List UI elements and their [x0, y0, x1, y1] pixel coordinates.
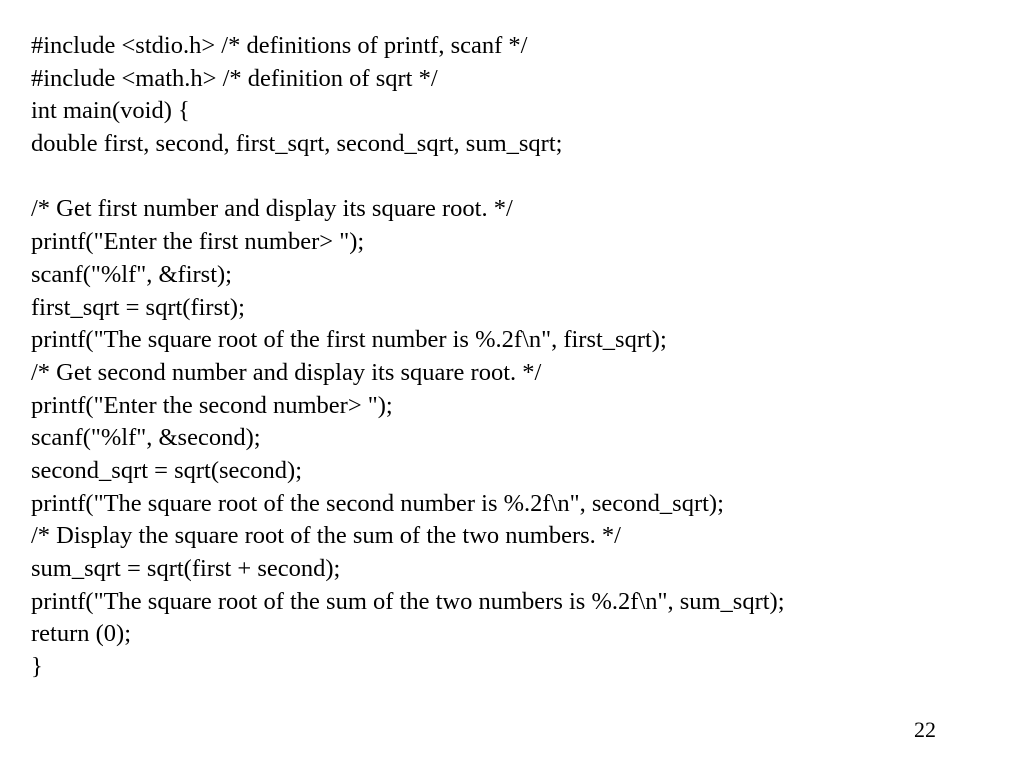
- code-line-blank: [31, 161, 991, 194]
- code-line-scanf-first: scanf("%lf", &first);: [31, 260, 232, 288]
- page-number: 22: [914, 717, 936, 742]
- code-line-declarations: double first, second, first_sqrt, second_sqrt, sum_sqrt;: [31, 130, 563, 158]
- code-listing: [31, 30, 991, 684]
- code-line-main-signature: int main(void) {: [31, 97, 190, 125]
- code-line-closing-brace: }: [31, 653, 43, 681]
- code-line-scanf-second: scanf("%lf", &second);: [31, 424, 261, 452]
- code-line-comment-second: /* Get second number and display its square root. */: [31, 358, 542, 386]
- code-line-sqrt-sum: sum_sqrt = sqrt(first + second);: [31, 555, 341, 582]
- code-line-comment-first: /* Get first number and display its square root. */: [31, 195, 513, 223]
- code-line-print-sum: printf("The square root of the sum of the two numbers is %.2f\n", sum_sqrt);: [31, 587, 785, 615]
- code-line-include-math: #include <math.h> /* definition of sqrt */: [31, 64, 438, 92]
- code-line-sqrt-second: second_sqrt = sqrt(second);: [31, 456, 303, 484]
- code-line-prompt-second: printf("Enter the second number> ");: [31, 391, 393, 419]
- code-line-comment-sum: /* Display the square root of the sum of the two numbers. */: [31, 522, 621, 550]
- code-line-include-stdio: #include <stdio.h> /* definitions of printf, scanf */: [31, 32, 528, 59]
- code-line-print-first: printf("The square root of the first number is %.2f\n", first_sqrt);: [31, 326, 667, 354]
- code-line-sqrt-first: first_sqrt = sqrt(first);: [31, 293, 245, 321]
- code-line-prompt-first: printf("Enter the first number> ");: [31, 228, 365, 256]
- code-line-return: return (0);: [31, 620, 131, 648]
- code-line-print-second: printf("The square root of the second number is %.2f\n", second_sqrt);: [31, 489, 724, 517]
